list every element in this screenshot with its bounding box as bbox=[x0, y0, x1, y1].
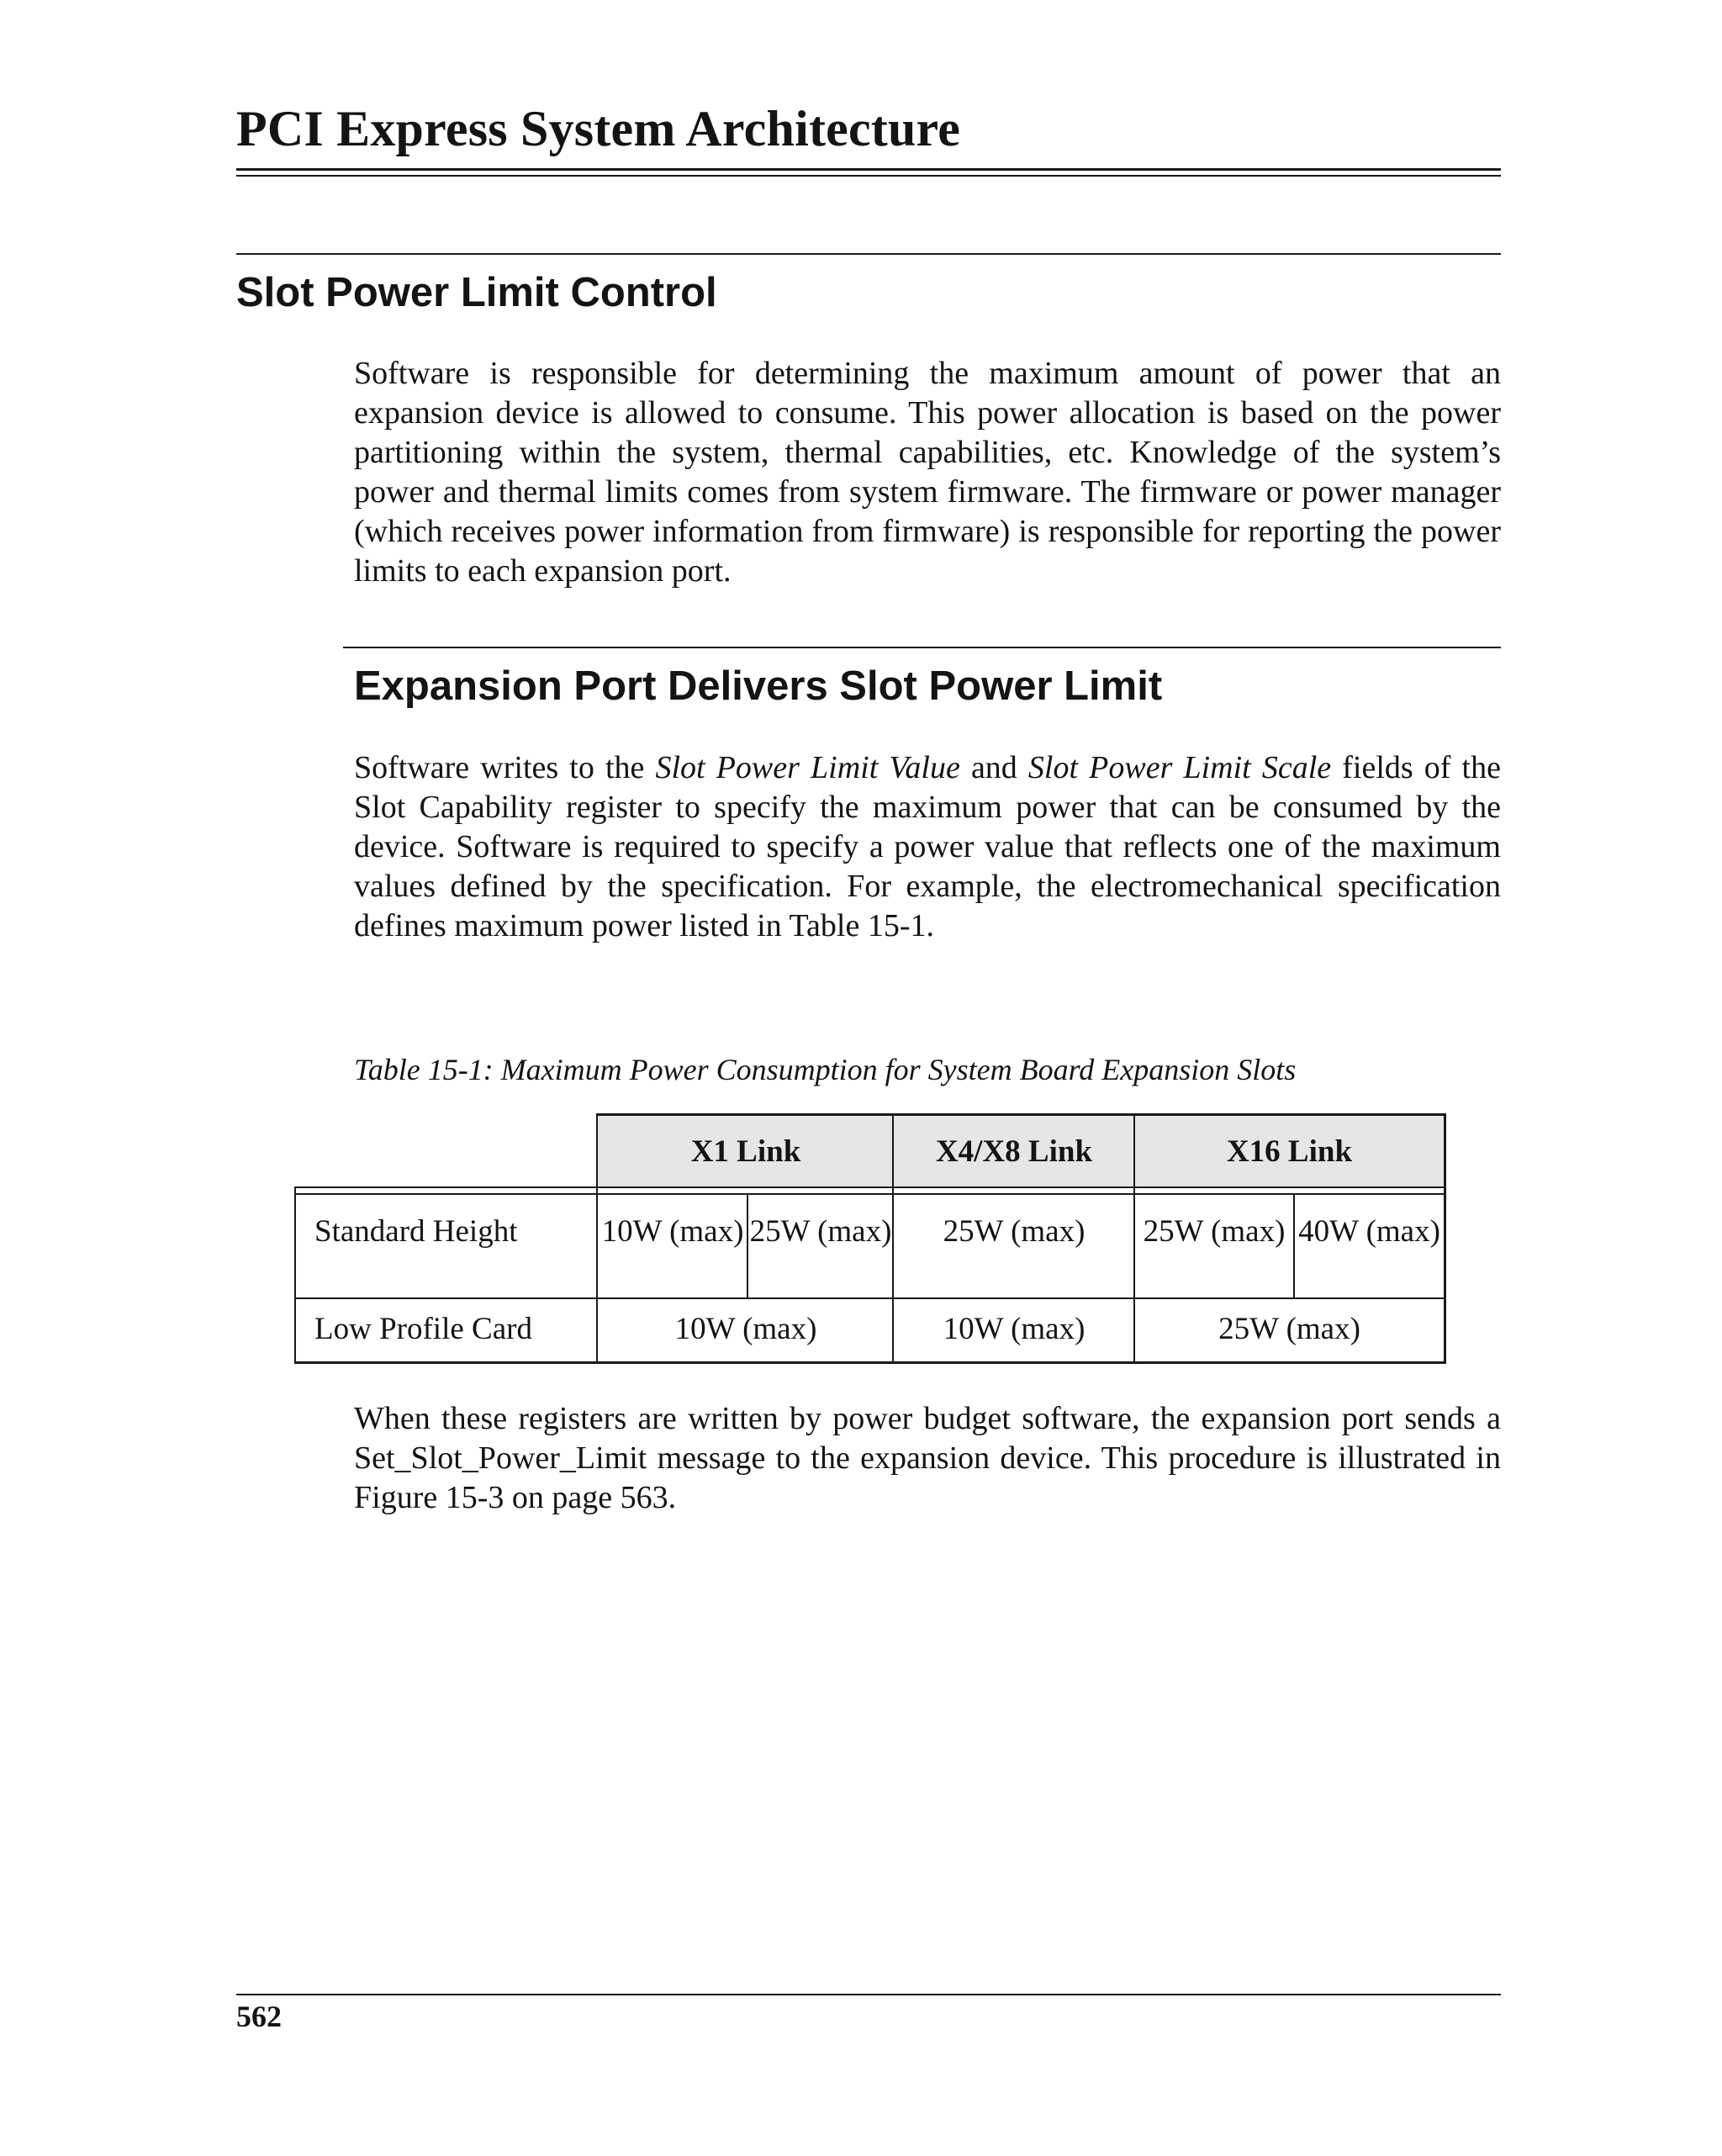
section-paragraph: Software is responsible for determining the maximum amount of power that an expansion device is allowed to consume. This power allocation is based on the power partitioning within the system, thermal capabilities, etc. Knowledge of the system’s power and thermal limits comes from system firmware. The firmware or power manager (which receives power information from firmware) is responsible for reporting the power limits to each expansion port. bbox=[354, 356, 1501, 589]
table-line-header-bottom-1 bbox=[294, 1186, 1446, 1188]
table-line-bottom bbox=[294, 1361, 1446, 1364]
section-rule bbox=[236, 253, 1501, 255]
table-line-header-bottom-2 bbox=[294, 1193, 1446, 1195]
table-line-col3 bbox=[1133, 1113, 1135, 1364]
table-line-top bbox=[596, 1113, 1446, 1116]
para-text-b: and bbox=[959, 750, 1028, 785]
table-line-right bbox=[1444, 1113, 1446, 1364]
cell-std-x4x8: 25W (max) bbox=[943, 1214, 1085, 1249]
row-label-standard-height: Standard Height bbox=[314, 1214, 518, 1249]
cell-std-x16-25w: 25W (max) bbox=[1143, 1214, 1286, 1249]
table-line-row-divider bbox=[294, 1297, 1446, 1299]
header-rule-thin bbox=[236, 175, 1501, 177]
header-x1-link: X1 Link bbox=[598, 1114, 894, 1188]
table-line-col1 bbox=[596, 1113, 598, 1364]
cell-low-x16: 25W (max) bbox=[1218, 1312, 1360, 1346]
subsection-rule bbox=[343, 647, 1501, 648]
table-line-x16-split bbox=[1293, 1193, 1295, 1299]
cell-low-x4x8: 10W (max) bbox=[943, 1312, 1085, 1346]
header-x4x8-link: X4/X8 Link bbox=[894, 1114, 1134, 1188]
table-caption: Table 15-1: Maximum Power Consumption for System Board Expansion Slots bbox=[354, 1053, 1297, 1086]
footer-rule bbox=[236, 1994, 1501, 1995]
table-line-col2 bbox=[892, 1113, 894, 1364]
table-line-x1-split bbox=[747, 1193, 748, 1299]
after-table-paragraph: When these registers are written by power budget software, the expansion port sends a Set_Slot_Power_Limit message to the expansion device. This procedure is illustrated in Figure 15-3 on page 563. bbox=[354, 1401, 1501, 1515]
para-text-c: fields of the Slot Capability register to specify the maximum power that can be consumed by the device. Software is required to specify a power value that reflects one of the maximum values defined by the specification. For example, the electromechanical specification defines maximum power listed in Table 15-1. bbox=[354, 750, 1501, 943]
para-text-a: Software writes to the bbox=[354, 750, 656, 785]
cell-low-x1: 10W (max) bbox=[674, 1312, 817, 1346]
section-heading: Slot Power Limit Control bbox=[236, 270, 717, 315]
table-line-left bbox=[294, 1186, 296, 1364]
cell-std-x1-10w: 10W (max) bbox=[601, 1214, 744, 1249]
header-rule-thick bbox=[236, 168, 1501, 171]
row-label-low-profile: Low Profile Card bbox=[314, 1312, 532, 1346]
field-name-value: Slot Power Limit Value bbox=[655, 750, 960, 785]
cell-std-x1-25w: 25W (max) bbox=[749, 1214, 892, 1249]
subsection-paragraph bbox=[354, 748, 1501, 946]
subsection-heading: Expansion Port Delivers Slot Power Limit bbox=[354, 663, 1163, 709]
page-number: 562 bbox=[236, 2000, 282, 2033]
header-x16-link: X16 Link bbox=[1134, 1114, 1445, 1188]
running-head: PCI Express System Architecture bbox=[236, 101, 961, 156]
cell-std-x16-40w: 40W (max) bbox=[1298, 1214, 1440, 1249]
field-name-scale: Slot Power Limit Scale bbox=[1027, 750, 1332, 785]
